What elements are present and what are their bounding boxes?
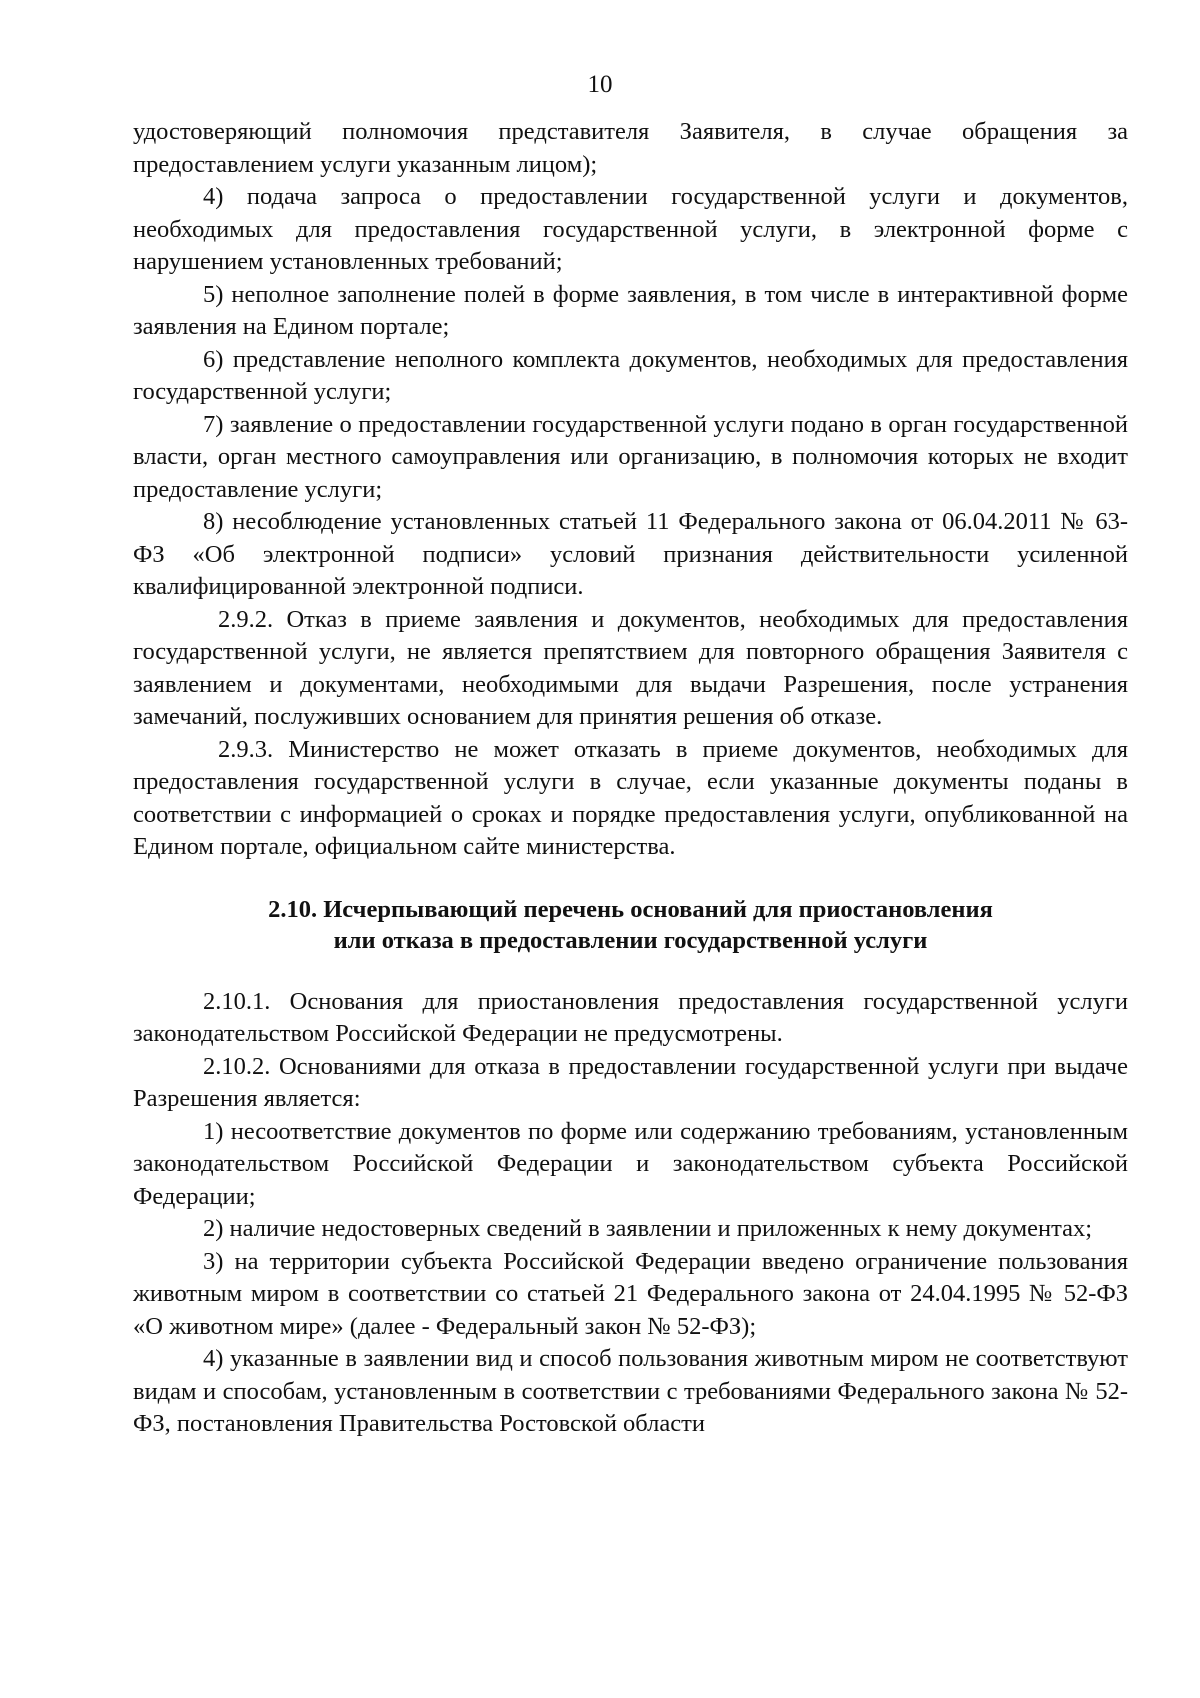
- list-item-8: 8) несоблюдение установленных статьей 11 Федерального закона от 06.04.2011 № 63-ФЗ «Об электронной подписи» условий признания действительности усиленной квалифицированной электронной подписи.: [133, 508, 1128, 600]
- clause-2-9-2: 2.9.2. Отказ в приеме заявления и документов, необходимых для предоставления государственной услуги, не является препятствием для повторного обращения Заявителя с заявлением и документами, необходимыми для выдачи Разрешения, после устранения замечаний, послуживших основанием для принятия решения об отказе.: [133, 605, 1128, 730]
- list-item-4: 4) подача запроса о предоставлении государственной услуги и документов, необходимых для предоставления государственной услуги, в электронной форме с нарушением установленных требований;: [133, 183, 1128, 275]
- section-heading-line-2: или отказа в предоставлении государственной услуги: [333, 926, 928, 954]
- clause-2-9-3: 2.9.3. Министерство не может отказать в приеме документов, необходимых для предоставления государственной услуги в случае, если указанные документы поданы в соответствии с информацией о сроках и порядке предоставления услуги, опубликованной на Едином портале, официальном сайте министерства.: [133, 735, 1128, 860]
- section-heading-line-1: 2.10. Исчерпывающий перечень оснований для приостановления: [268, 895, 993, 923]
- list-item-5: 5) неполное заполнение полей в форме заявления, в том числе в интерактивной форме заявления на Едином портале;: [133, 280, 1128, 340]
- list-item-6: 6) представление неполного комплекта документов, необходимых для предоставления государственной услуги;: [133, 345, 1128, 405]
- refusal-item-3: 3) на территории субъекта Российской Федерации введено ограничение пользования животным миром в соответствии со статьей 21 Федерального закона от 24.04.1995 № 52-ФЗ «О животном мире» (далее - Федеральный закон № 52-ФЗ);: [133, 1247, 1128, 1340]
- paragraph-continuation: удостоверяющий полномочия представителя Заявителя, в случае обращения за предоставлением услуги указанным лицом);: [133, 118, 1128, 178]
- section-heading-2-10: [133, 894, 1128, 956]
- clause-2-10-1: 2.10.1. Основания для приостановления предоставления государственной услуги законодательством Российской Федерации не предусмотрены.: [133, 987, 1128, 1047]
- clause-2-10-2: 2.10.2. Основаниями для отказа в предоставлении государственной услуги при выдаче Разрешения является:: [133, 1052, 1128, 1112]
- list-item-7: 7) заявление о предоставлении государственной услуги подано в орган государственной власти, орган местного самоуправления или организацию, в полномочия которых не входит предоставление услуги;: [133, 410, 1128, 503]
- document-body: [133, 116, 1128, 1441]
- refusal-item-4: 4) указанные в заявлении вид и способ пользования животным миром не соответствуют видам и способам, установленным в соответствии с требованиями Федерального закона № 52-ФЗ, постановления Правительства Ростовской области: [133, 1345, 1128, 1437]
- refusal-item-1: 1) несоответствие документов по форме или содержанию требованиям, установленным законодательством Российской Федерации и законодательством субъекта Российской Федерации;: [133, 1117, 1128, 1210]
- page-number: 10: [587, 71, 613, 98]
- refusal-item-2: 2) наличие недостоверных сведений в заявлении и приложенных к нему документах;: [203, 1215, 1093, 1242]
